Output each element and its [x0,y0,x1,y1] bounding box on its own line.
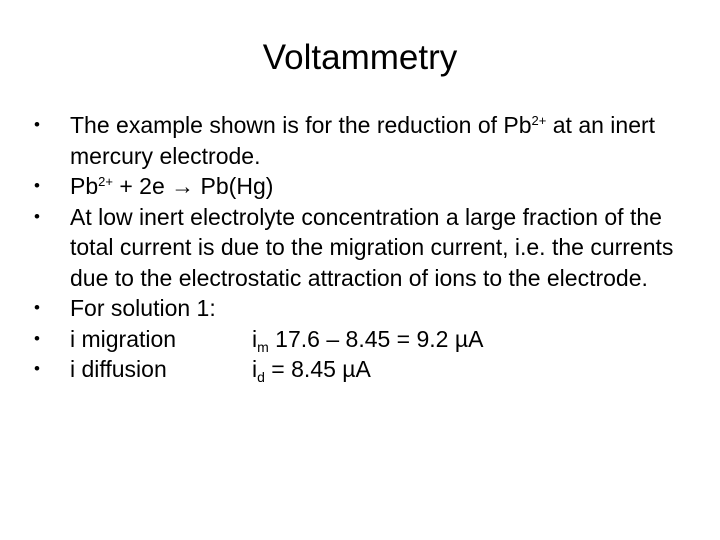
diffusion-current-value [252,354,371,385]
bullet-icon: • [34,328,40,348]
bullet-item [34,171,694,202]
bullet-icon: • [34,176,40,195]
bullet-item [34,324,694,355]
bullet-text-part: Pb [70,173,99,199]
charge-superscript: 2+ [98,174,113,189]
bullet-icon: • [34,359,40,378]
current-value: 17.6 – 8.45 = 9.2 µA [268,325,484,352]
migration-current-value [252,324,483,355]
row-label: i diffusion [70,356,167,382]
charge-superscript: 2+ [531,113,547,128]
current-symbol: i [252,325,258,352]
bullet-item [34,293,694,324]
bullet-item [34,110,694,171]
bullet-text-part: at an inert mercury electrode. [70,112,656,169]
bullet-text-part: + 2e → Pb(Hg) [112,173,274,199]
bullet-text: At low inert electrolyte concentration a large fraction of the total current is due to the migration current, i.e. the currents due to the electrostatic attraction of ions to the electrode. [70,203,674,291]
bullet-icon: • [34,115,40,134]
current-value: = 8.45 µA [264,356,371,382]
bullet-icon: • [34,206,40,226]
current-symbol: i [252,356,258,382]
current-subscript: m [257,338,269,355]
equation-text [70,173,273,199]
bullet-text [70,112,655,169]
current-subscript: d [257,369,265,385]
bullet-item [34,354,694,385]
bullet-item [34,202,694,294]
bullet-list [34,110,694,385]
slide-title: Voltammetry [262,38,458,77]
bullet-text: For solution 1: [70,295,216,321]
bullet-text-part: The example shown is for the reduction of Pb [70,112,532,138]
bullet-icon: • [34,298,40,317]
row-label: i migration [70,325,177,352]
